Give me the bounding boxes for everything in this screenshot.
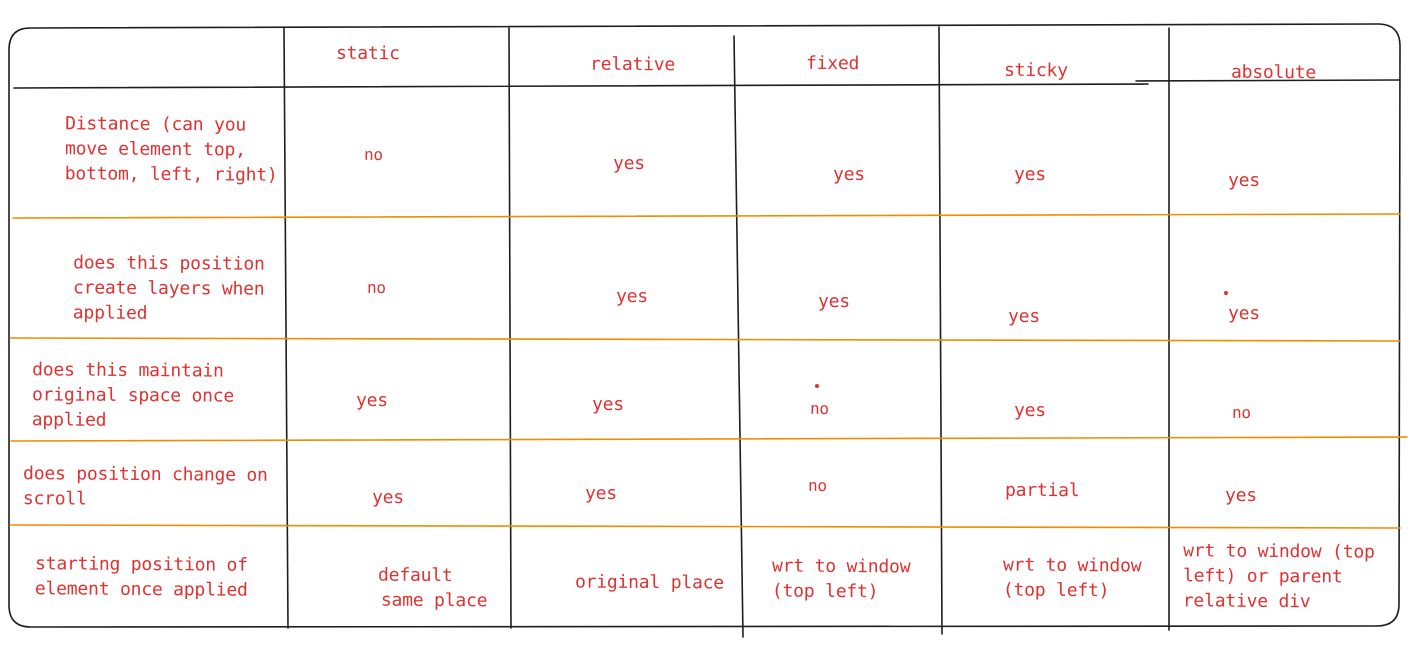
cell-layers-sticky: yes xyxy=(1007,305,1040,328)
cell-distance-relative: yes xyxy=(612,152,645,175)
header-absolute: absolute xyxy=(1230,61,1317,84)
cell-scroll-absolute: yes xyxy=(1224,484,1257,507)
row-divider-1 xyxy=(13,214,1400,218)
header-divider xyxy=(14,80,1400,88)
cell-space-static: yes xyxy=(355,389,388,412)
row-label-starting-position: starting position of element once applied xyxy=(34,553,248,601)
row-label-space: does this maintain original space once applied xyxy=(31,359,235,431)
column-divider-2 xyxy=(509,28,511,628)
cell-layers-absolute: yes xyxy=(1227,302,1260,325)
cell-space-relative: yes xyxy=(591,393,624,416)
column-divider-3 xyxy=(734,36,743,637)
cell-start-absolute: wrt to window (top left) or parent relative div xyxy=(1182,540,1375,613)
header-static: static xyxy=(335,42,400,65)
cell-space-fixed: no xyxy=(809,398,829,419)
column-divider-1 xyxy=(284,28,288,628)
cell-distance-static: no xyxy=(363,144,383,165)
row-label-distance: Distance (can you move element top, bottom, left, right) xyxy=(64,113,278,186)
cell-distance-fixed: yes xyxy=(832,163,865,186)
stray-dot xyxy=(815,384,819,388)
column-divider-4 xyxy=(939,27,942,634)
row-divider-3 xyxy=(11,437,1407,441)
cell-start-fixed: wrt to window (top left) xyxy=(771,555,911,603)
row-label-layers: does this position create layers when applied xyxy=(72,252,265,324)
header-sticky: sticky xyxy=(1003,59,1068,82)
cell-scroll-relative: yes xyxy=(584,482,617,505)
cell-layers-fixed: yes xyxy=(817,290,850,313)
header-fixed: fixed xyxy=(805,52,860,75)
cell-scroll-fixed: no xyxy=(807,475,827,496)
cell-start-relative: original place xyxy=(574,571,724,594)
cell-layers-static: no xyxy=(366,277,386,298)
cell-start-static: default same place xyxy=(378,564,488,612)
header-relative: relative xyxy=(589,53,676,76)
cell-start-sticky: wrt to window (top left) xyxy=(1002,554,1142,602)
cell-space-absolute: no xyxy=(1231,402,1251,423)
cell-distance-sticky: yes xyxy=(1013,163,1046,186)
stray-dot xyxy=(1224,291,1228,295)
row-divider-2 xyxy=(10,338,1400,341)
cell-scroll-sticky: partial xyxy=(1004,479,1080,502)
row-divider-4 xyxy=(10,525,1400,528)
cell-distance-absolute: yes xyxy=(1227,169,1260,192)
row-label-scroll: does position change on scroll xyxy=(22,463,268,510)
cell-scroll-static: yes xyxy=(371,486,404,509)
cell-space-sticky: yes xyxy=(1013,399,1046,422)
cell-layers-relative: yes xyxy=(615,285,648,308)
